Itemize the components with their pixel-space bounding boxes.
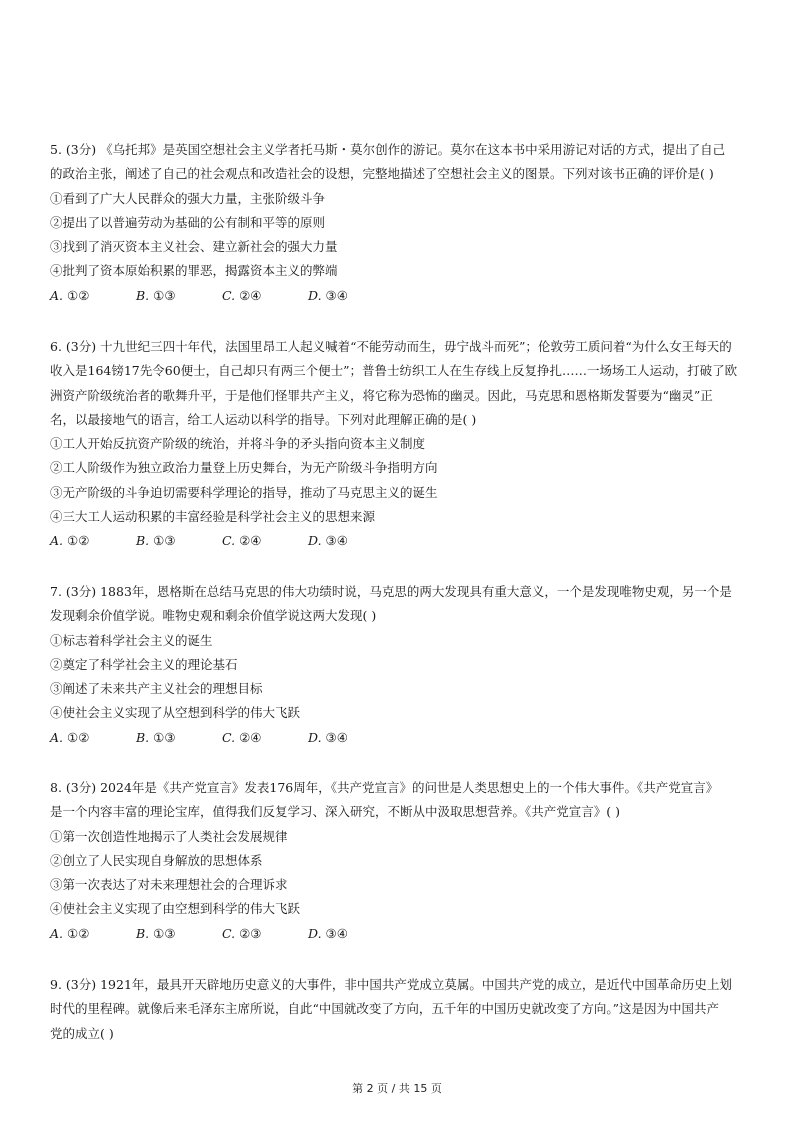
choice-text: ③④ [325,533,348,549]
choice-text: ②④ [239,533,262,549]
statement-2: ②创立了人民实现自身解放的思想体系 [50,852,263,868]
choice-letter: C. [222,287,236,303]
choice-text: ①② [67,287,90,303]
choice-letter: C. [222,729,236,745]
choice-a [50,529,136,553]
choice-d [308,726,394,750]
question-stem-line: 8. (3分) 2024年是《共产党宣言》发表176周年，《共产党宣言》的问世是人类思想史上的一个伟大事件。《共产党宣言》 [50,780,719,795]
choice-letter: C. [222,925,236,941]
choice-text: ②④ [239,287,262,303]
statement-2: ②提出了以普遍劳动为基础的公有制和平等的原则 [50,214,326,230]
statement-3: ③第一次表达了对未来理想社会的合理诉求 [50,877,288,893]
question-stem-line: 发现剩余价值学说。唯物史观和剩余价值学说这两大发现( ) [50,608,377,624]
question-9 [50,973,742,1046]
answer-choices [50,529,742,553]
answer-choices [50,922,742,946]
choice-text: ①③ [153,729,176,745]
choice-letter: A. [50,533,64,549]
choice-text: ②④ [239,729,262,745]
choice-letter: C. [222,533,236,549]
choice-letter: D. [308,925,322,941]
choice-letter: A. [50,925,64,941]
statement-1: ①标志着科学社会主义的诞生 [50,632,213,648]
question-6 [50,335,742,554]
choice-text: ①② [67,533,90,549]
choice-b [136,284,222,308]
choice-text: ③④ [325,287,348,303]
answer-choices [50,284,742,308]
choice-letter: A. [50,729,64,745]
choice-c [222,726,308,750]
choice-b [136,529,222,553]
choice-letter: D. [308,287,322,303]
question-stem-line: 7. (3分) 1883年，恩格斯在总结马克思的伟大功绩时说，马克思的两大发现具有重大意义，一个是发现唯物史观，另一个是 [50,584,732,599]
choice-d [308,284,394,308]
statement-4: ④使社会主义实现了由空想到科学的伟大飞跃 [50,901,301,917]
statement-3: ③无产阶级的斗争迫切需要科学理论的指导，推动了马克思主义的诞生 [50,484,438,500]
choice-a [50,922,136,946]
choice-c [222,922,308,946]
question-stem-line: 名，以最接地气的语言，给工人运动以科学的指导。下列对此理解正确的是( ) [50,411,477,427]
choice-d [308,922,394,946]
statement-1: ①看到了广大人民群众的强大力量，主张阶级斗争 [50,190,326,206]
question-stem-line: 是一个内容丰富的理论宝库，值得我们反复学习、深入研究，不断从中汲取思想营养。《共产党宣言》( ) [50,804,620,820]
choice-a [50,284,136,308]
choice-text: ①③ [153,287,176,303]
choice-text: ①③ [153,533,176,549]
question-stem-line: 收入是164镑17先令60便士，自己却只有两三个便士”；普鲁士纺织工人在生存线上反复挣扎……一场场工人运动，打破了欧 [50,363,738,379]
choice-text: ①② [67,925,90,941]
answer-choices [50,726,742,750]
choice-b [136,922,222,946]
question-stem-line: 6. (3分) 十九世纪三四十年代，法国里昂工人起义喊着“不能劳动而生，毋宁战斗而死”；伦敦劳工质问着“为什么女王每天的 [50,339,732,354]
choice-text: ①③ [153,925,176,941]
question-stem-line: 9. (3分) 1921年，最具开天辟地历史意义的大事件，非中国共产党成立莫属。中国共产党的成立，是近代中国革命历史上划 [50,977,732,992]
question-stem-line: 5. (3分) 《乌托邦》是英国空想社会主义学者托马斯・莫尔创作的游记。莫尔在这本书中采用游记对话的方式，提出了自己 [50,142,726,157]
choice-letter: D. [308,533,322,549]
choice-text: ②③ [239,925,262,941]
choice-b [136,726,222,750]
choice-text: ①② [67,729,90,745]
page-footer: 第 2 页 / 共 15 页 [352,1082,442,1095]
question-8 [50,776,742,946]
statement-4: ④三大工人运动积累的丰富经验是科学社会主义的思想来源 [50,509,376,525]
statement-1: ①第一次创造性地揭示了人类社会发展规律 [50,828,288,844]
question-stem-line: 的政治主张，阐述了自己的社会观点和改造社会的设想，完整地描述了空想社会主义的图景。下列对该书正确的评价是( ) [50,166,714,182]
question-stem-line: 党的成立( ) [50,1025,114,1041]
choice-letter: B. [136,533,150,549]
statement-2: ②工人阶级作为独立政治力量登上历史舞台，为无产阶级斗争指明方向 [50,460,438,476]
choice-a [50,726,136,750]
choice-letter: D. [308,729,322,745]
statement-3: ③找到了消灭资本主义社会、建立新社会的强大力量 [50,239,338,255]
choice-letter: A. [50,287,64,303]
statement-4: ④批判了资本原始积累的罪恶，揭露资本主义的弊端 [50,263,338,279]
statement-4: ④使社会主义实现了从空想到科学的伟大飞跃 [50,705,301,721]
choice-text: ③④ [325,729,348,745]
statement-2: ②奠定了科学社会主义的理论基石 [50,656,238,672]
choice-text: ③④ [325,925,348,941]
question-5 [50,138,742,308]
choice-letter: B. [136,287,150,303]
choice-d [308,529,394,553]
choice-letter: B. [136,729,150,745]
choice-c [222,284,308,308]
statement-1: ①工人开始反抗资产阶级的统治，并将斗争的矛头指向资本主义制度 [50,436,426,452]
question-stem-line: 洲资产阶级统治者的歌舞升平，于是他们怪罪共产主义，将它称为恐怖的幽灵。因此，马克思和恩格斯发誓要为“幽灵”正 [50,387,713,403]
choice-c [222,529,308,553]
question-7 [50,580,742,750]
statement-3: ③阐述了未来共产主义社会的理想目标 [50,681,263,697]
choice-letter: B. [136,925,150,941]
question-stem-line: 时代的里程碑。就像后来毛泽东主席所说，自此“中国就改变了方向，五千年的中国历史就改变了方向。”这是因为中国共产 [50,1001,720,1017]
